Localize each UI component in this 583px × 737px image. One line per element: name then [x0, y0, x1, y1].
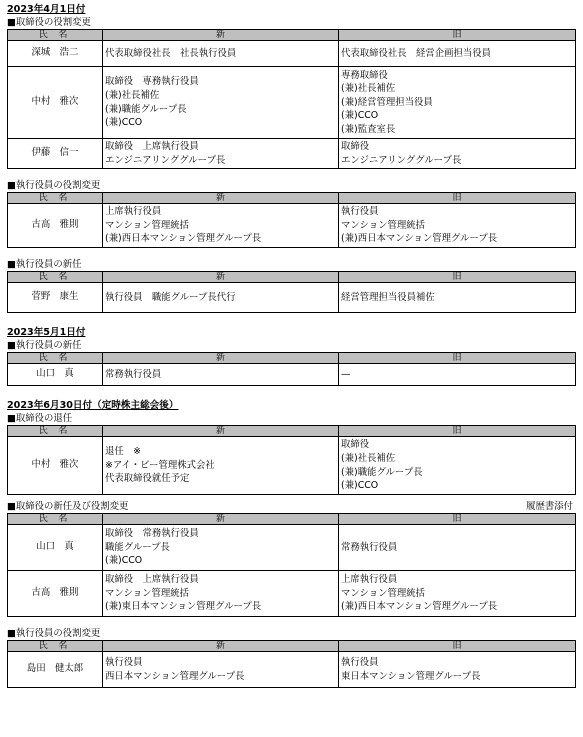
table-row	[8, 283, 576, 313]
table-header-row	[8, 353, 576, 364]
header-name: 氏 名	[8, 514, 103, 525]
date-heading: 2023年6月30日付（定時株主総会後）	[7, 400, 179, 411]
new-role-line: 職能グループ長	[105, 541, 170, 553]
header-old: 旧	[339, 514, 576, 525]
new-role-line: (兼)CCO	[105, 555, 143, 567]
old-role-line: (兼)西日本マンション管理グループ長	[341, 233, 498, 245]
change-table	[7, 640, 576, 688]
old-role-line: (兼)西日本マンション管理グループ長	[341, 601, 498, 613]
old-role-line: (兼)CCO	[341, 480, 379, 492]
old-role-line: マンション管理統括	[341, 587, 425, 599]
header-old: 旧	[339, 353, 576, 364]
header-name: 氏 名	[8, 426, 103, 437]
header-new: 新	[103, 641, 339, 652]
new-role-line: エンジニアリンググループ長	[105, 154, 226, 166]
old-role-line: (兼)社長補佐	[341, 452, 396, 464]
table-row	[8, 571, 576, 617]
table-header-row	[8, 514, 576, 525]
change-table	[7, 425, 576, 495]
section-title: ■執行役員の新任	[7, 340, 82, 351]
new-role-line: 退任 ※	[105, 446, 141, 458]
old-role-cell	[339, 139, 576, 169]
header-old: 旧	[339, 30, 576, 41]
old-role-line: 執行役員	[341, 206, 379, 218]
header-new: 新	[103, 193, 339, 204]
header-new: 新	[103, 514, 339, 525]
old-role-cell	[339, 204, 576, 248]
table-row	[8, 652, 576, 688]
new-role-cell	[103, 525, 339, 571]
old-role-line: エンジニアリンググループ長	[341, 154, 462, 166]
section-title: ■取締役の新任及び役割変更 履歴書添付	[7, 501, 573, 512]
old-role-line: —	[341, 368, 351, 380]
table-header-row	[8, 641, 576, 652]
new-role-line: (兼)職能グループ長	[105, 103, 187, 115]
change-table	[7, 513, 576, 617]
section-title: ■執行役員の役割変更	[7, 180, 101, 191]
new-role-line: ※アイ・ビー管理株式会社	[105, 459, 215, 471]
table-row	[8, 67, 576, 139]
header-name: 氏 名	[8, 193, 103, 204]
new-role-line: 取締役 専務執行役員	[105, 76, 199, 88]
new-role-line: (兼)東日本マンション管理グループ長	[105, 601, 262, 613]
new-role-cell	[103, 67, 339, 139]
old-role-line: 常務執行役員	[341, 541, 398, 553]
date-heading: 2023年4月1日付	[7, 4, 86, 15]
old-role-cell	[339, 525, 576, 571]
page	[7, 3, 575, 688]
old-role-line: マンション管理統括	[341, 219, 425, 231]
change-table	[7, 192, 576, 248]
new-role-line: マンション管理統括	[105, 219, 189, 231]
new-role-cell	[103, 571, 339, 617]
new-role-line: 取締役 常務執行役員	[105, 528, 199, 540]
old-role-line: 執行役員	[341, 656, 379, 668]
date-heading: 2023年5月1日付	[7, 327, 86, 338]
old-role-cell	[339, 67, 576, 139]
table-row	[8, 204, 576, 248]
table-row	[8, 437, 576, 495]
header-name: 氏 名	[8, 641, 103, 652]
header-old: 旧	[339, 272, 576, 283]
new-role-line: 取締役 上席執行役員	[105, 574, 199, 586]
resume-attached-note: 履歴書添付	[526, 501, 573, 512]
old-role-cell	[339, 283, 576, 313]
change-table	[7, 29, 576, 169]
person-name: 山口 真	[8, 364, 103, 386]
new-role-line: 取締役 上席執行役員	[105, 140, 199, 152]
table-row	[8, 525, 576, 571]
header-new: 新	[103, 272, 339, 283]
person-name: 山口 真	[8, 525, 103, 571]
new-role-line: マンション管理統括	[105, 587, 189, 599]
old-role-line: 専務取締役	[341, 69, 388, 81]
table-header-row	[8, 426, 576, 437]
section-title: ■執行役員の新任	[7, 259, 82, 270]
old-role-line: 取締役	[341, 140, 370, 152]
new-role-cell	[103, 364, 339, 386]
change-table	[7, 271, 576, 313]
person-name: 古高 雅則	[8, 204, 103, 248]
person-name: 中村 雅次	[8, 67, 103, 139]
new-role-line: 西日本マンション管理グループ長	[105, 670, 245, 682]
header-name: 氏 名	[8, 272, 103, 283]
new-role-line: (兼)CCO	[105, 117, 143, 129]
new-role-cell	[103, 283, 339, 313]
section-title: ■執行役員の役割変更	[7, 628, 101, 639]
old-role-cell	[339, 652, 576, 688]
old-role-cell	[339, 571, 576, 617]
header-new: 新	[103, 30, 339, 41]
new-role-cell	[103, 204, 339, 248]
header-old: 旧	[339, 426, 576, 437]
old-role-line: (兼)職能グループ長	[341, 466, 423, 478]
old-role-line: (兼)CCO	[341, 110, 379, 122]
old-role-line: 上席執行役員	[341, 574, 398, 586]
table-header-row	[8, 193, 576, 204]
header-name: 氏 名	[8, 30, 103, 41]
new-role-cell	[103, 652, 339, 688]
old-role-cell	[339, 437, 576, 495]
old-role-line: (兼)経営管理担当役員	[341, 96, 433, 108]
new-role-line: 上席執行役員	[105, 206, 162, 218]
old-role-line: (兼)監査室長	[341, 123, 396, 135]
old-role-cell	[339, 41, 576, 67]
new-role-line: 常務執行役員	[105, 368, 162, 380]
table-header-row	[8, 272, 576, 283]
header-old: 旧	[339, 641, 576, 652]
section-title: ■取締役の退任	[7, 413, 73, 424]
old-role-line: 代表取締役社長 経営企画担当役員	[341, 47, 492, 59]
section-title: ■取締役の役割変更	[7, 17, 91, 28]
new-role-line: 執行役員 職能グループ長代行	[105, 291, 236, 303]
person-name: 中村 雅次	[8, 437, 103, 495]
new-role-line: 代表取締役就任予定	[105, 473, 190, 485]
new-role-line: 代表取締役社長 社長執行役員	[105, 47, 237, 59]
old-role-line: 経営管理担当役員補佐	[341, 291, 435, 303]
table-header-row	[8, 30, 576, 41]
person-name: 伊藤 信一	[8, 139, 103, 169]
new-role-line: 執行役員	[105, 656, 143, 668]
old-role-cell	[339, 364, 576, 386]
table-row	[8, 139, 576, 169]
new-role-cell	[103, 41, 339, 67]
new-role-line: (兼)西日本マンション管理グループ長	[105, 233, 262, 245]
old-role-line: 東日本マンション管理グループ長	[341, 670, 481, 682]
old-role-line: (兼)社長補佐	[341, 83, 396, 95]
header-old: 旧	[339, 193, 576, 204]
table-row	[8, 364, 576, 386]
person-name: 古高 雅則	[8, 571, 103, 617]
new-role-line: (兼)社長補佐	[105, 89, 160, 101]
change-table	[7, 352, 576, 386]
new-role-cell	[103, 139, 339, 169]
table-row	[8, 41, 576, 67]
header-new: 新	[103, 426, 339, 437]
old-role-line: 取締役	[341, 439, 370, 451]
header-new: 新	[103, 353, 339, 364]
person-name: 島田 健太郎	[8, 652, 103, 688]
header-name: 氏 名	[8, 353, 103, 364]
person-name: 深城 浩二	[8, 41, 103, 67]
new-role-cell	[103, 437, 339, 495]
person-name: 菅野 康生	[8, 283, 103, 313]
